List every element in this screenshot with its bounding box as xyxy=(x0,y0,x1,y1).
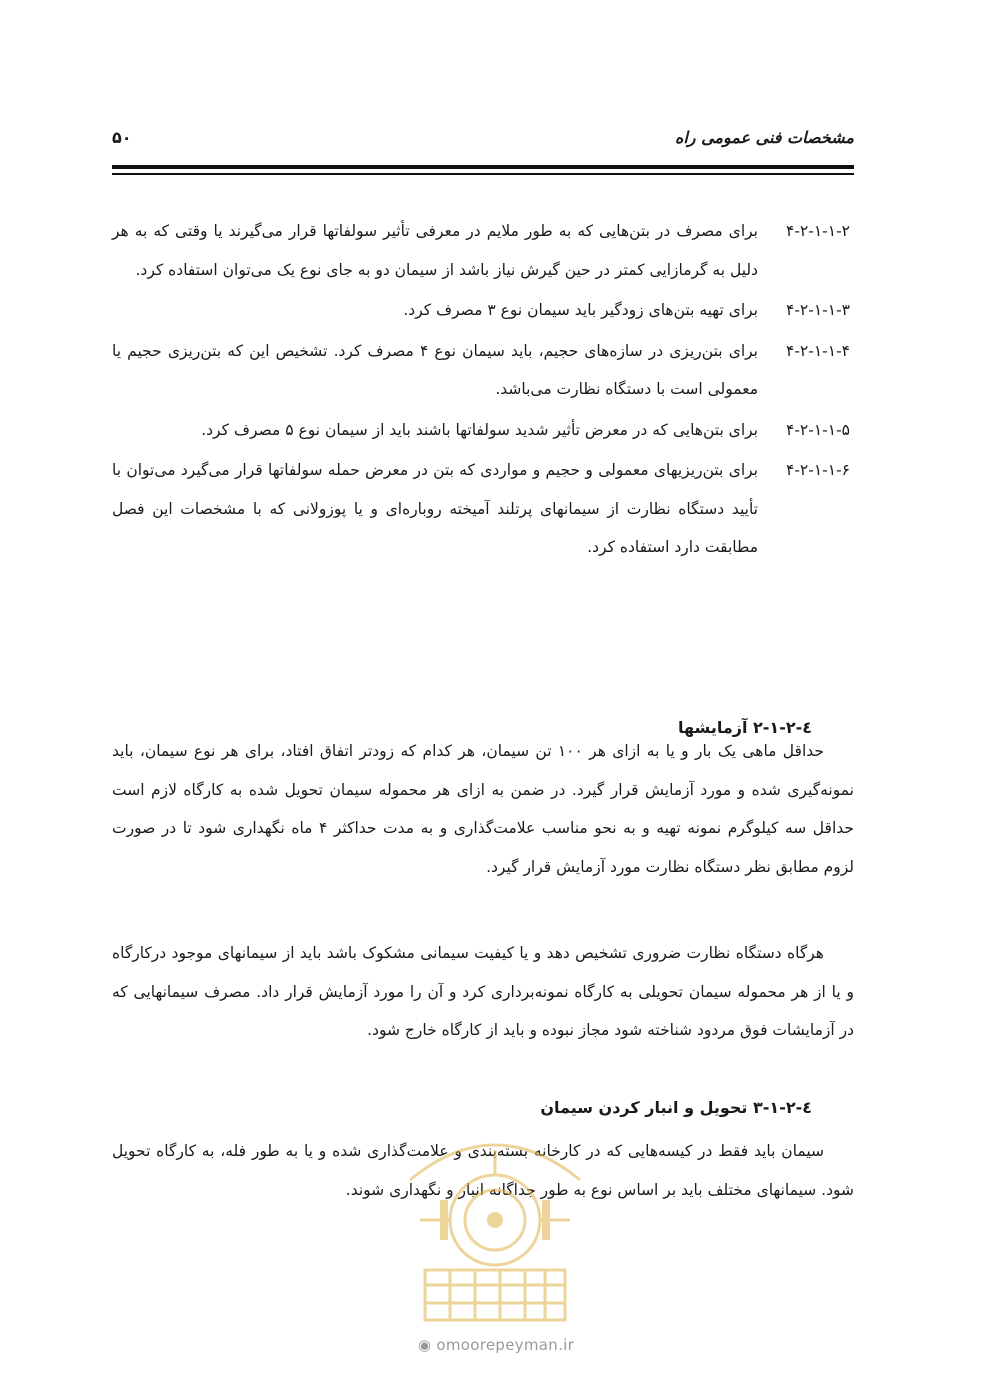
header-rule-thin xyxy=(112,173,854,175)
paragraph-tests-2: هرگاه دستگاه نظارت ضروری تشخیص دهد و یا کیفیت سیمانی مشکوک باشد باید از سیمانهای موجود درکارگاه و یا از هر محموله سیمان تحویلی به کارگاه نمونه‌برداری کرد و آن را مورد آزمایش قرار داد. مصرف سیمانهایی که در آزمایشات فوق مردود شناخته شود مجاز نبوده و باید از کارگاه خارج شود. xyxy=(112,944,854,1039)
item-number: ۴-۲-۱-۱-۶ xyxy=(786,461,850,479)
page-number: ۵۰ xyxy=(112,128,132,147)
list-item xyxy=(112,411,854,450)
paragraph-delivery: سیمان باید فقط در کیسه‌هایی که در کارخانه بسته‌بندی و علامت‌گذاری شده و یا به طور فله، به کارگاه تحویل شود. سیمانهای مختلف باید بر اساس نوع به طور جداگانه انبار و نگهداری شوند. xyxy=(112,1142,854,1199)
item-number: ۴-۲-۱-۱-۳ xyxy=(786,301,850,319)
watermark-logo-icon xyxy=(380,1120,610,1350)
item-number: ۴-۲-۱-۱-۵ xyxy=(786,420,850,439)
item-number: ۴-۲-۱-۱-۴ xyxy=(786,341,850,360)
item-text: برای بتن‌ریزیهای معمولی و حجیم و مواردی که بتن در معرض حمله سولفاتها قرار می‌گیرد می‌توان با تأیید دستگاه نظارت از سیمانهای پرتلند آمیخته روباره‌ای و یا پوزولانی که با مشخصات این فصل مطابقت دارد استفاده کرد. xyxy=(112,461,758,556)
item-number: ۴-۲-۱-۱-۲ xyxy=(786,222,850,240)
paragraph-tests-1: حداقل ماهی یک بار و یا به ازای هر ۱۰۰ تن سیمان، هر کدام که زودتر اتفاق افتاد، برای هر نوع سیمان، باید نمونه‌گیری شده و مورد آزمایش قرار گیرد. در ضمن به ازای هر محموله سیمان تحویل شده به کارگاه لازم است حداقل سه کیلوگرم نمونه تهیه و به نحو مناسب علامت‌گذاری و به مدت حداکثر ۴ ماه نگهداری شود تا در صورت لزوم مطابق نظر دستگاه نظارت مورد آزمایش قرار گیرد. xyxy=(112,742,854,876)
item-text: برای بتن‌هایی که در معرض تأثیر شدید سولفاتها باشند باید از سیمان نوع ۵ مصرف کرد. xyxy=(201,420,758,439)
list-item xyxy=(112,212,854,289)
watermark-site-text: omoorepeyman.ir xyxy=(436,1336,575,1354)
list-item xyxy=(112,332,854,409)
list-item xyxy=(112,291,854,330)
numbered-items xyxy=(112,212,854,569)
section-heading-tests: ٤-٢-١-٢ آزمایشها xyxy=(677,718,812,737)
item-text: برای مصرف در بتن‌هایی که به طور ملایم در معرفی تأثیر سولفاتها قرار می‌گیرند یا وقتی که به هر دلیل به گرمازایی کمتر در حین گیرش نیاز باشد از سیمان دو به جای نوع یک می‌توان استفاده کرد. xyxy=(112,222,758,279)
list-item xyxy=(112,451,854,567)
page-header xyxy=(112,128,854,160)
item-text: برای بتن‌ریزی در سازه‌های حجیم، باید سیمان نوع ۴ مصرف کرد. تشخیص این که بتن‌ریزی حجیم یا معمولی است با دستگاه نظارت می‌باشد. xyxy=(112,341,758,398)
running-title: مشخصات فنی عمومی راه xyxy=(674,128,854,147)
header-rule-thick xyxy=(112,165,854,169)
watermark-site: ◉ omoorepeyman.ir xyxy=(417,1336,575,1354)
section-heading-delivery: ٤-٢-١-٣ تحویل و انبار کردن سیمان xyxy=(540,1098,812,1117)
item-text: برای تهیه بتن‌های زودگیر باید سیمان نوع ۳ مصرف کرد. xyxy=(403,301,758,319)
